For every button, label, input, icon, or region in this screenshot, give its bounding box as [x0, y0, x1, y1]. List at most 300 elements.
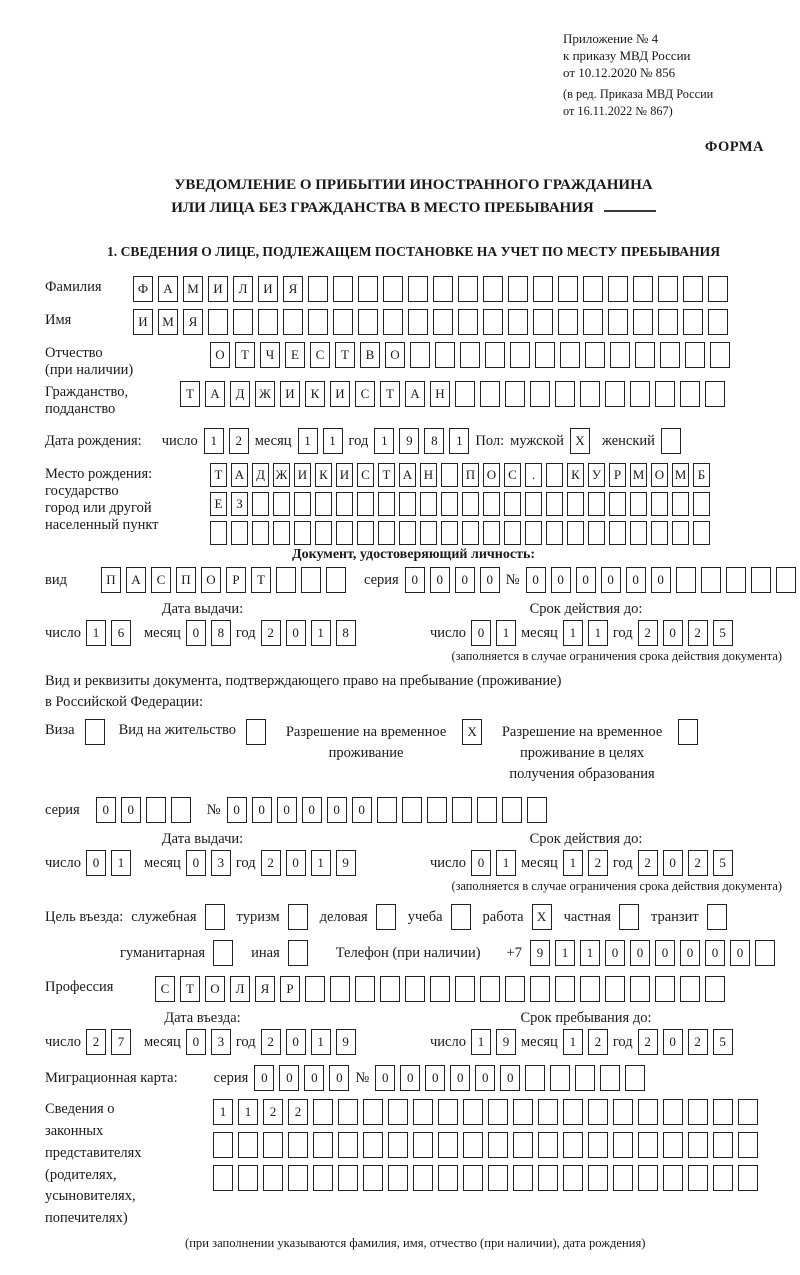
- char-cell[interactable]: [563, 1165, 583, 1191]
- char-cell[interactable]: 0: [475, 1065, 495, 1091]
- char-cell[interactable]: 0: [526, 567, 546, 593]
- char-cell[interactable]: [483, 276, 503, 302]
- char-cell[interactable]: 1: [563, 1029, 583, 1055]
- char-cell[interactable]: 0: [86, 850, 106, 876]
- char-cell[interactable]: 0: [630, 940, 650, 966]
- char-cell[interactable]: [630, 492, 647, 516]
- char-cell[interactable]: [525, 492, 542, 516]
- char-cell[interactable]: 0: [304, 1065, 324, 1091]
- char-cell[interactable]: 1: [311, 1029, 331, 1055]
- char-cell[interactable]: 5: [713, 620, 733, 646]
- char-cell[interactable]: [633, 276, 653, 302]
- char-cell[interactable]: 0: [655, 940, 675, 966]
- char-cell[interactable]: Л: [233, 276, 253, 302]
- char-cell[interactable]: 0: [605, 940, 625, 966]
- char-cell[interactable]: [463, 1165, 483, 1191]
- char-cell[interactable]: [609, 492, 626, 516]
- char-cell[interactable]: А: [158, 276, 178, 302]
- char-cell[interactable]: С: [155, 976, 175, 1002]
- char-cell[interactable]: 1: [311, 850, 331, 876]
- char-cell[interactable]: [315, 521, 332, 545]
- char-cell[interactable]: [609, 521, 626, 545]
- char-cell[interactable]: [676, 567, 696, 593]
- char-cell[interactable]: 0: [425, 1065, 445, 1091]
- char-cell[interactable]: [513, 1099, 533, 1125]
- char-cell[interactable]: [638, 1132, 658, 1158]
- char-cell[interactable]: 1: [111, 850, 131, 876]
- char-cell[interactable]: [530, 381, 550, 407]
- char-cell[interactable]: [707, 904, 727, 930]
- char-cell[interactable]: [338, 1132, 358, 1158]
- char-cell[interactable]: [738, 1132, 758, 1158]
- char-cell[interactable]: 2: [86, 1029, 106, 1055]
- char-cell[interactable]: .: [525, 463, 542, 487]
- char-cell[interactable]: [399, 521, 416, 545]
- char-cell[interactable]: С: [310, 342, 330, 368]
- char-cell[interactable]: [338, 1099, 358, 1125]
- char-cell[interactable]: [383, 276, 403, 302]
- char-cell[interactable]: 1: [374, 428, 394, 454]
- char-cell[interactable]: 0: [576, 567, 596, 593]
- char-cell[interactable]: А: [231, 463, 248, 487]
- char-cell[interactable]: 2: [638, 850, 658, 876]
- char-cell[interactable]: [625, 1065, 645, 1091]
- char-cell[interactable]: [651, 521, 668, 545]
- char-cell[interactable]: [252, 521, 269, 545]
- char-cell[interactable]: 5: [713, 850, 733, 876]
- char-cell[interactable]: 1: [298, 428, 318, 454]
- char-cell[interactable]: [708, 309, 728, 335]
- char-cell[interactable]: [441, 463, 458, 487]
- char-cell[interactable]: 3: [211, 1029, 231, 1055]
- char-cell[interactable]: [413, 1099, 433, 1125]
- char-cell[interactable]: У: [588, 463, 605, 487]
- char-cell[interactable]: 1: [238, 1099, 258, 1125]
- char-cell[interactable]: 1: [555, 940, 575, 966]
- char-cell[interactable]: [294, 492, 311, 516]
- char-cell[interactable]: [672, 492, 689, 516]
- char-cell[interactable]: [513, 1132, 533, 1158]
- char-cell[interactable]: [546, 463, 563, 487]
- char-cell[interactable]: Р: [609, 463, 626, 487]
- char-cell[interactable]: [333, 276, 353, 302]
- char-cell[interactable]: 0: [375, 1065, 395, 1091]
- char-cell[interactable]: [613, 1099, 633, 1125]
- char-cell[interactable]: [288, 1165, 308, 1191]
- char-cell[interactable]: [288, 904, 308, 930]
- char-cell[interactable]: 0: [450, 1065, 470, 1091]
- char-cell[interactable]: 0: [186, 850, 206, 876]
- char-cell[interactable]: [308, 309, 328, 335]
- char-cell[interactable]: [685, 342, 705, 368]
- char-cell[interactable]: Т: [380, 381, 400, 407]
- char-cell[interactable]: [610, 342, 630, 368]
- char-cell[interactable]: [580, 976, 600, 1002]
- char-cell[interactable]: 0: [186, 1029, 206, 1055]
- char-cell[interactable]: К: [567, 463, 584, 487]
- char-cell[interactable]: К: [305, 381, 325, 407]
- char-cell[interactable]: [658, 276, 678, 302]
- char-cell[interactable]: С: [504, 463, 521, 487]
- char-cell[interactable]: [508, 309, 528, 335]
- char-cell[interactable]: 9: [399, 428, 419, 454]
- char-cell[interactable]: [458, 276, 478, 302]
- char-cell[interactable]: [480, 381, 500, 407]
- char-cell[interactable]: [273, 521, 290, 545]
- char-cell[interactable]: О: [385, 342, 405, 368]
- char-cell[interactable]: [630, 521, 647, 545]
- char-cell[interactable]: [288, 1132, 308, 1158]
- char-cell[interactable]: [455, 381, 475, 407]
- char-cell[interactable]: [588, 1165, 608, 1191]
- char-cell[interactable]: [630, 381, 650, 407]
- char-cell[interactable]: [283, 309, 303, 335]
- char-cell[interactable]: [438, 1099, 458, 1125]
- char-cell[interactable]: [413, 1165, 433, 1191]
- char-cell[interactable]: 0: [430, 567, 450, 593]
- char-cell[interactable]: [477, 797, 497, 823]
- char-cell[interactable]: [458, 309, 478, 335]
- char-cell[interactable]: 0: [286, 850, 306, 876]
- char-cell[interactable]: [525, 1065, 545, 1091]
- char-cell[interactable]: [357, 492, 374, 516]
- char-cell[interactable]: [308, 276, 328, 302]
- char-cell[interactable]: [533, 276, 553, 302]
- char-cell[interactable]: [688, 1099, 708, 1125]
- char-cell[interactable]: 0: [329, 1065, 349, 1091]
- char-cell[interactable]: 0: [663, 620, 683, 646]
- char-cell[interactable]: 1: [213, 1099, 233, 1125]
- char-cell[interactable]: Я: [283, 276, 303, 302]
- char-cell[interactable]: [776, 567, 796, 593]
- char-cell[interactable]: [451, 904, 471, 930]
- char-cell[interactable]: Р: [280, 976, 300, 1002]
- char-cell[interactable]: [460, 342, 480, 368]
- char-cell[interactable]: 2: [638, 620, 658, 646]
- char-cell[interactable]: [701, 567, 721, 593]
- char-cell[interactable]: [363, 1132, 383, 1158]
- char-cell[interactable]: [399, 492, 416, 516]
- char-cell[interactable]: [413, 1132, 433, 1158]
- char-cell[interactable]: [583, 309, 603, 335]
- char-cell[interactable]: 0: [663, 1029, 683, 1055]
- char-cell[interactable]: [655, 976, 675, 1002]
- char-cell[interactable]: [433, 309, 453, 335]
- char-cell[interactable]: [505, 976, 525, 1002]
- char-cell[interactable]: 0: [663, 850, 683, 876]
- char-cell[interactable]: 0: [252, 797, 272, 823]
- char-cell[interactable]: [208, 309, 228, 335]
- char-cell[interactable]: [288, 940, 308, 966]
- char-cell[interactable]: И: [208, 276, 228, 302]
- char-cell[interactable]: [538, 1165, 558, 1191]
- char-cell[interactable]: [438, 1165, 458, 1191]
- char-cell[interactable]: 0: [601, 567, 621, 593]
- char-cell[interactable]: [510, 342, 530, 368]
- char-cell[interactable]: [619, 904, 639, 930]
- char-cell[interactable]: [363, 1099, 383, 1125]
- char-cell[interactable]: И: [280, 381, 300, 407]
- char-cell[interactable]: [231, 521, 248, 545]
- char-cell[interactable]: О: [210, 342, 230, 368]
- char-cell[interactable]: К: [315, 463, 332, 487]
- char-cell[interactable]: [713, 1132, 733, 1158]
- char-cell[interactable]: [530, 976, 550, 1002]
- char-cell[interactable]: [705, 976, 725, 1002]
- char-cell[interactable]: [358, 276, 378, 302]
- char-cell[interactable]: 3: [211, 850, 231, 876]
- char-cell[interactable]: С: [357, 463, 374, 487]
- char-cell[interactable]: [252, 492, 269, 516]
- char-cell[interactable]: 0: [471, 850, 491, 876]
- char-cell[interactable]: [635, 342, 655, 368]
- char-cell[interactable]: 2: [588, 1029, 608, 1055]
- char-cell[interactable]: [313, 1165, 333, 1191]
- char-cell[interactable]: [600, 1065, 620, 1091]
- char-cell[interactable]: 0: [227, 797, 247, 823]
- char-cell[interactable]: [567, 492, 584, 516]
- char-cell[interactable]: [452, 797, 472, 823]
- char-cell[interactable]: 0: [680, 940, 700, 966]
- char-cell[interactable]: [210, 521, 227, 545]
- char-cell[interactable]: [688, 1132, 708, 1158]
- char-cell[interactable]: 0: [405, 567, 425, 593]
- char-cell[interactable]: [651, 492, 668, 516]
- char-cell[interactable]: [146, 797, 166, 823]
- char-cell[interactable]: [751, 567, 771, 593]
- char-cell[interactable]: 1: [311, 620, 331, 646]
- char-cell[interactable]: [378, 492, 395, 516]
- char-cell[interactable]: 0: [551, 567, 571, 593]
- char-cell[interactable]: 1: [563, 620, 583, 646]
- char-cell[interactable]: [555, 976, 575, 1002]
- char-cell[interactable]: 0: [651, 567, 671, 593]
- char-cell[interactable]: 8: [211, 620, 231, 646]
- char-cell[interactable]: [402, 797, 422, 823]
- char-cell[interactable]: [713, 1099, 733, 1125]
- char-cell[interactable]: 0: [500, 1065, 520, 1091]
- char-cell[interactable]: Р: [226, 567, 246, 593]
- char-cell[interactable]: [605, 381, 625, 407]
- char-cell[interactable]: [508, 276, 528, 302]
- char-cell[interactable]: [658, 309, 678, 335]
- char-cell[interactable]: 2: [261, 620, 281, 646]
- char-cell[interactable]: П: [462, 463, 479, 487]
- char-cell[interactable]: [555, 381, 575, 407]
- char-cell[interactable]: [502, 797, 522, 823]
- char-cell[interactable]: 1: [204, 428, 224, 454]
- char-cell[interactable]: 0: [279, 1065, 299, 1091]
- char-cell[interactable]: [420, 521, 437, 545]
- char-cell[interactable]: 0: [254, 1065, 274, 1091]
- char-cell[interactable]: А: [126, 567, 146, 593]
- char-cell[interactable]: [358, 309, 378, 335]
- char-cell[interactable]: С: [355, 381, 375, 407]
- char-cell[interactable]: Ж: [255, 381, 275, 407]
- char-cell[interactable]: Т: [210, 463, 227, 487]
- char-cell[interactable]: Ж: [273, 463, 290, 487]
- char-cell[interactable]: О: [205, 976, 225, 1002]
- char-cell[interactable]: [480, 976, 500, 1002]
- char-cell[interactable]: [213, 1132, 233, 1158]
- char-cell[interactable]: [483, 492, 500, 516]
- char-cell[interactable]: 1: [323, 428, 343, 454]
- char-cell[interactable]: 2: [229, 428, 249, 454]
- char-cell[interactable]: 2: [263, 1099, 283, 1125]
- char-cell[interactable]: [430, 976, 450, 1002]
- char-cell[interactable]: [538, 1099, 558, 1125]
- char-cell[interactable]: 2: [288, 1099, 308, 1125]
- char-cell[interactable]: [661, 428, 681, 454]
- char-cell[interactable]: [683, 276, 703, 302]
- char-cell[interactable]: [463, 1132, 483, 1158]
- char-cell[interactable]: [585, 342, 605, 368]
- char-cell[interactable]: [605, 976, 625, 1002]
- char-cell[interactable]: [294, 521, 311, 545]
- char-cell[interactable]: [427, 797, 447, 823]
- char-cell[interactable]: [560, 342, 580, 368]
- char-cell[interactable]: П: [101, 567, 121, 593]
- char-cell[interactable]: [558, 309, 578, 335]
- char-cell[interactable]: И: [133, 309, 153, 335]
- char-cell[interactable]: [705, 381, 725, 407]
- char-cell[interactable]: [533, 309, 553, 335]
- char-cell[interactable]: [655, 381, 675, 407]
- char-cell[interactable]: [563, 1132, 583, 1158]
- char-cell[interactable]: Б: [693, 463, 710, 487]
- char-cell[interactable]: [305, 976, 325, 1002]
- char-cell[interactable]: И: [294, 463, 311, 487]
- char-cell[interactable]: [378, 521, 395, 545]
- char-cell[interactable]: 2: [688, 1029, 708, 1055]
- char-cell[interactable]: 0: [626, 567, 646, 593]
- char-cell[interactable]: [638, 1165, 658, 1191]
- char-cell[interactable]: М: [183, 276, 203, 302]
- char-cell[interactable]: [488, 1132, 508, 1158]
- char-cell[interactable]: 2: [261, 850, 281, 876]
- char-cell[interactable]: Н: [420, 463, 437, 487]
- char-cell[interactable]: [563, 1099, 583, 1125]
- char-cell[interactable]: Ч: [260, 342, 280, 368]
- char-cell[interactable]: [527, 797, 547, 823]
- char-cell[interactable]: 1: [496, 850, 516, 876]
- char-cell[interactable]: [441, 492, 458, 516]
- char-cell[interactable]: [388, 1165, 408, 1191]
- char-cell[interactable]: [85, 719, 105, 745]
- char-cell[interactable]: [660, 342, 680, 368]
- char-cell[interactable]: О: [483, 463, 500, 487]
- char-cell[interactable]: [583, 276, 603, 302]
- char-cell[interactable]: 0: [186, 620, 206, 646]
- char-cell[interactable]: X: [462, 719, 482, 745]
- char-cell[interactable]: 2: [688, 850, 708, 876]
- char-cell[interactable]: [630, 976, 650, 1002]
- char-cell[interactable]: 2: [588, 850, 608, 876]
- char-cell[interactable]: [513, 1165, 533, 1191]
- char-cell[interactable]: [588, 1132, 608, 1158]
- char-cell[interactable]: [608, 276, 628, 302]
- char-cell[interactable]: И: [330, 381, 350, 407]
- char-cell[interactable]: [678, 719, 698, 745]
- char-cell[interactable]: [462, 492, 479, 516]
- char-cell[interactable]: [683, 309, 703, 335]
- char-cell[interactable]: [388, 1132, 408, 1158]
- char-cell[interactable]: [336, 521, 353, 545]
- char-cell[interactable]: 8: [424, 428, 444, 454]
- char-cell[interactable]: Д: [230, 381, 250, 407]
- char-cell[interactable]: [710, 342, 730, 368]
- char-cell[interactable]: [633, 309, 653, 335]
- char-cell[interactable]: [313, 1132, 333, 1158]
- char-cell[interactable]: [330, 976, 350, 1002]
- char-cell[interactable]: 0: [705, 940, 725, 966]
- char-cell[interactable]: [713, 1165, 733, 1191]
- char-cell[interactable]: [333, 309, 353, 335]
- char-cell[interactable]: [408, 276, 428, 302]
- char-cell[interactable]: X: [532, 904, 552, 930]
- char-cell[interactable]: [485, 342, 505, 368]
- char-cell[interactable]: Ф: [133, 276, 153, 302]
- char-cell[interactable]: [357, 521, 374, 545]
- char-cell[interactable]: [405, 976, 425, 1002]
- char-cell[interactable]: [488, 1165, 508, 1191]
- char-cell[interactable]: 9: [336, 1029, 356, 1055]
- char-cell[interactable]: 0: [286, 620, 306, 646]
- char-cell[interactable]: [438, 1132, 458, 1158]
- char-cell[interactable]: [313, 1099, 333, 1125]
- char-cell[interactable]: [408, 309, 428, 335]
- char-cell[interactable]: [273, 492, 290, 516]
- char-cell[interactable]: [755, 940, 775, 966]
- char-cell[interactable]: [738, 1099, 758, 1125]
- char-cell[interactable]: 1: [471, 1029, 491, 1055]
- char-cell[interactable]: 1: [588, 620, 608, 646]
- char-cell[interactable]: [588, 521, 605, 545]
- char-cell[interactable]: [336, 492, 353, 516]
- char-cell[interactable]: 0: [480, 567, 500, 593]
- char-cell[interactable]: [455, 976, 475, 1002]
- char-cell[interactable]: [338, 1165, 358, 1191]
- char-cell[interactable]: [546, 521, 563, 545]
- char-cell[interactable]: 0: [302, 797, 322, 823]
- char-cell[interactable]: [276, 567, 296, 593]
- char-cell[interactable]: М: [158, 309, 178, 335]
- char-cell[interactable]: П: [176, 567, 196, 593]
- char-cell[interactable]: [693, 492, 710, 516]
- char-cell[interactable]: З: [231, 492, 248, 516]
- char-cell[interactable]: [376, 904, 396, 930]
- char-cell[interactable]: 6: [111, 620, 131, 646]
- char-cell[interactable]: [435, 342, 455, 368]
- char-cell[interactable]: [483, 521, 500, 545]
- char-cell[interactable]: Т: [378, 463, 395, 487]
- char-cell[interactable]: [680, 976, 700, 1002]
- char-cell[interactable]: [488, 1099, 508, 1125]
- char-cell[interactable]: Т: [235, 342, 255, 368]
- char-cell[interactable]: [672, 521, 689, 545]
- char-cell[interactable]: [213, 1165, 233, 1191]
- char-cell[interactable]: [263, 1132, 283, 1158]
- char-cell[interactable]: Я: [255, 976, 275, 1002]
- char-cell[interactable]: [504, 492, 521, 516]
- char-cell[interactable]: [726, 567, 746, 593]
- char-cell[interactable]: [326, 567, 346, 593]
- char-cell[interactable]: [535, 342, 555, 368]
- char-cell[interactable]: [213, 940, 233, 966]
- char-cell[interactable]: [638, 1099, 658, 1125]
- char-cell[interactable]: [525, 521, 542, 545]
- char-cell[interactable]: 2: [261, 1029, 281, 1055]
